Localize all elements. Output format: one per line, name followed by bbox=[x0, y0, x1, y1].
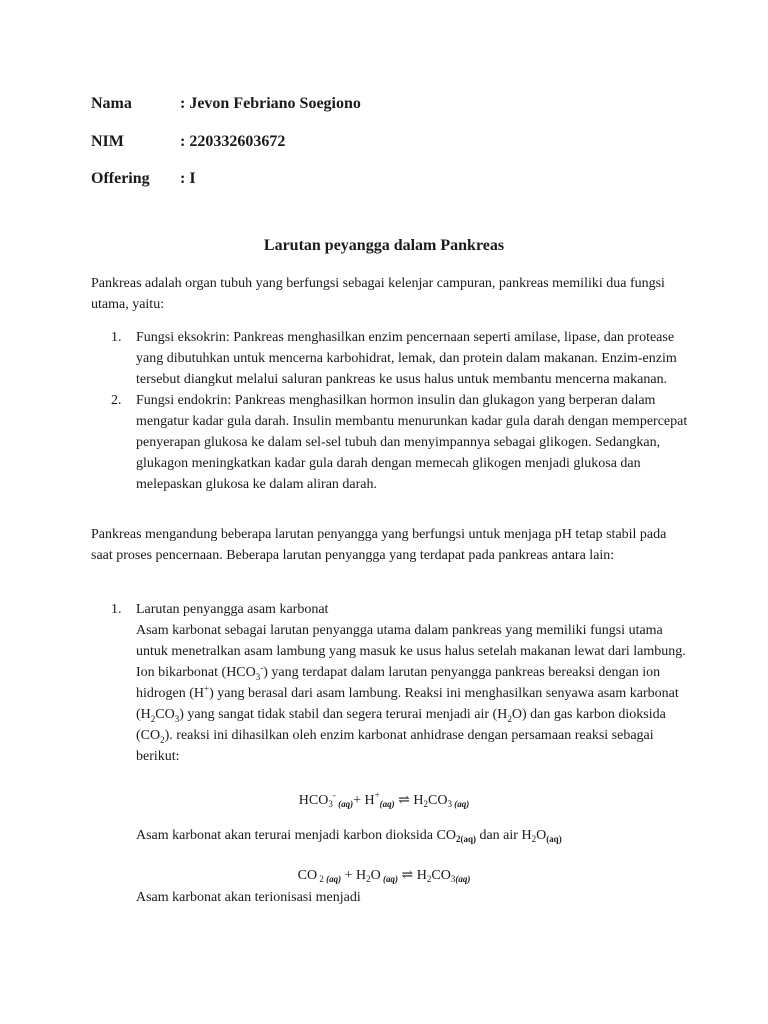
reaction-equation-2: CO $_2$ $_{(aq)} + H_2O$ $_{(aq)}$ ⇌ $H_2CO_{3(aq)}$ bbox=[297, 868, 471, 884]
list-item bbox=[91, 327, 691, 390]
buffer-list bbox=[91, 599, 691, 767]
equilibrium-arrow: ⇌ bbox=[394, 793, 414, 808]
function-list bbox=[91, 327, 691, 495]
buffer-description: Asam karbonat sebagai larutan penyangga utama dalam pankreas yang memiliki fungsi utama untuk menetralkan asam lambung yang masuk ke usus halus setelah makanan lewat dari lambung. Ion bikarbonat $(HCO_3^-)$ yang terdapat dalam larutan penyangga pankreas bereaksi dengan ion hidrogen (H+) yang berasal dari asam lambung. Reaksi ini menghasilkan senyawa asam karbonat $(H_2CO_3)$ yang sangat tidak stabil dan segera terurai menjadi air $(H_2O)$ dan gas karbon dioksida $(CO_2)$. reaksi ini dihasilkan oleh enzim karbonat anhidrase dengan persamaan reaksi sebagai berikut: bbox=[136, 623, 686, 764]
equilibrium-arrow: ⇌ bbox=[398, 868, 417, 883]
intro-paragraph: Pankreas adalah organ tubuh yang berfungsi sebagai kelenjar campuran, pankreas memiliki dua fungsi utama, yaitu: bbox=[91, 276, 665, 312]
list-number: 2. bbox=[111, 393, 122, 408]
list-item-text: Fungsi endokrin: Pankreas menghasilkan hormon insulin dan glukagon yang berperan dalam mengatur kadar gula darah. Insulin membantu menurunkan kadar gula darah dengan mempercepat penyerapan glukosa ke dalam sel-sel tubuh dan menyimpannya sebagai glikogen. Sedangkan, glukagon meningkatkan kadar gula darah dengan memecah glikogen menjadi glukosa dan melepaskan glukosa ke dalam aliran darah. bbox=[136, 393, 688, 492]
name-label: Nama bbox=[91, 95, 132, 112]
name-value: : Jevon Febriano Soegiono bbox=[180, 95, 361, 112]
list-item-text: Fungsi eksokrin: Pankreas menghasilkan enzim pencernaan seperti amilase, lipase, dan protease yang dibutuhkan untuk mencerna karbohidrat, lemak, dan protein dalam makanan. Enzim-enzim tersebut diangkut melalui saluran pankreas ke usus halus untuk membantu mencerna makanan. bbox=[136, 330, 677, 387]
buffer-heading: Larutan penyangga asam karbonat bbox=[136, 602, 329, 617]
list-number: 1. bbox=[111, 602, 122, 617]
list-item bbox=[91, 390, 691, 495]
nim-value: : 220332603672 bbox=[180, 133, 286, 150]
reaction-equation-1: $HCO_3^-$ $_{(aq)}+ H^+_{(aq)}$ ⇌ $H_2CO_3$ $_{(aq)}$ bbox=[298, 790, 470, 809]
list-number: 1. bbox=[111, 330, 122, 345]
document-title: Larutan peyangga dalam Pankreas bbox=[263, 237, 505, 254]
nim-label: NIM bbox=[91, 133, 124, 150]
offering-value: : I bbox=[180, 170, 196, 187]
buffer-intro-paragraph: Pankreas mengandung beberapa larutan penyangga yang berfungsi untuk menjaga pH tetap stabil pada saat proses pencernaan. Beberapa larutan penyangga yang terdapat pada pankreas antara lain: bbox=[91, 527, 667, 563]
ionization-sentence: Asam karbonat akan terionisasi menjadi bbox=[136, 890, 361, 905]
offering-label: Offering bbox=[91, 170, 150, 187]
list-item bbox=[91, 599, 691, 767]
decomposition-sentence: Asam karbonat akan terurai menjadi karbon dioksida $CO_{2(aq)}$ dan air $H_2O_{(aq)}$ bbox=[136, 828, 562, 844]
